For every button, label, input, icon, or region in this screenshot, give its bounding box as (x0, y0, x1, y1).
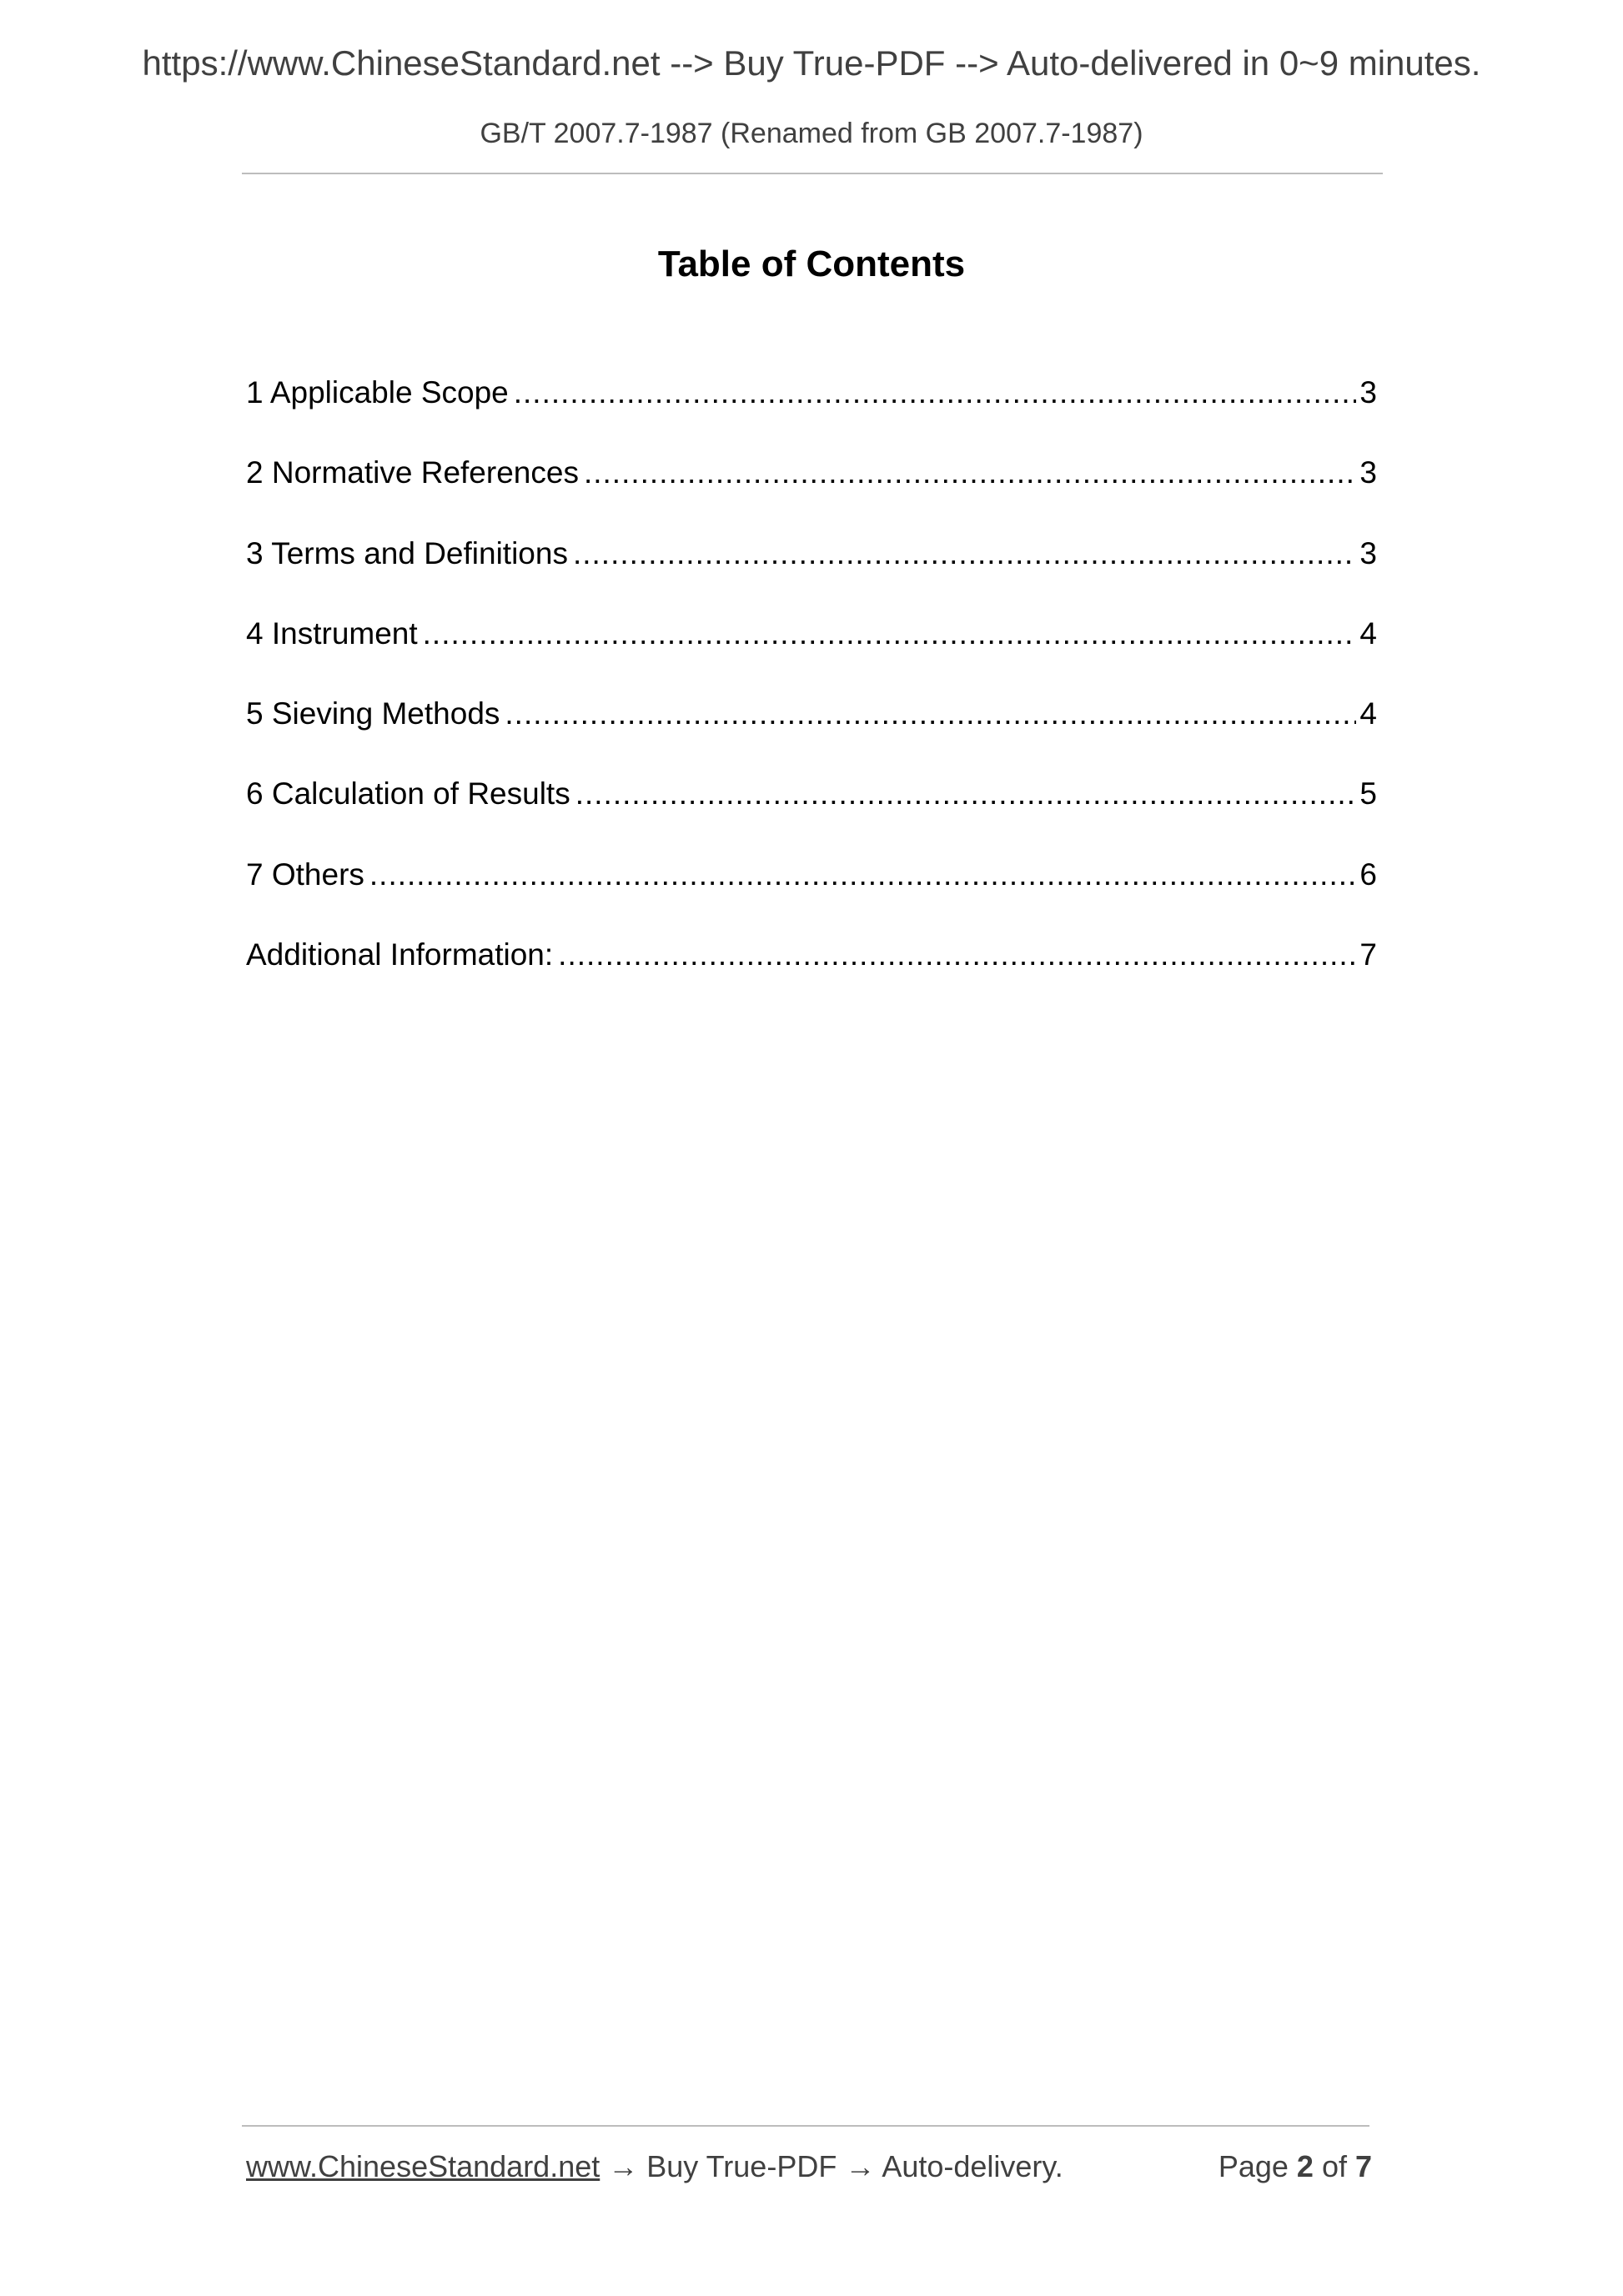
of-word: of (1321, 2149, 1347, 2183)
toc-dot-leader (573, 536, 1356, 571)
toc-entry-page: 3 (1359, 375, 1377, 409)
toc-entry-page: 4 (1359, 696, 1377, 731)
toc-entry-label: 3 Terms and Definitions (246, 535, 568, 570)
toc-entry[interactable] (246, 696, 1377, 776)
toc-entry-label: 4 Instrument (246, 615, 418, 651)
header-banner: https://www.ChineseStandard.net --> Buy True-PDF --> Auto-delivered in 0~9 minutes. (142, 43, 1481, 83)
table-of-contents (246, 375, 1377, 1017)
toc-dot-leader (575, 776, 1357, 811)
page-footer (246, 2149, 1372, 2188)
toc-entry-page: 3 (1359, 455, 1377, 490)
site-link[interactable]: www.ChineseStandard.net (246, 2149, 600, 2183)
toc-entry-page: 7 (1359, 937, 1377, 972)
toc-entry-label: 5 Sieving Methods (246, 696, 500, 731)
toc-entry[interactable] (246, 536, 1377, 616)
standard-id: GB/T 2007.7-1987 (Renamed from GB 2007.7-1987) (480, 118, 1143, 149)
footer-tagline: → Buy True-PDF → Auto-delivery. (600, 2149, 1063, 2183)
current-page-number: 2 (1296, 2149, 1314, 2183)
toc-entry[interactable] (246, 776, 1377, 857)
toc-entry-page: 4 (1359, 615, 1377, 651)
footer-left (246, 2149, 1063, 2184)
toc-entry[interactable] (246, 455, 1377, 535)
toc-dot-leader (505, 696, 1356, 731)
toc-entry-label: 6 Calculation of Results (246, 776, 570, 811)
footer-divider (242, 2125, 1369, 2127)
toc-entry[interactable] (246, 937, 1377, 1017)
toc-entry[interactable] (246, 375, 1377, 455)
page-indicator (1219, 2149, 1372, 2184)
toc-entry-label: 2 Normative References (246, 455, 579, 490)
toc-entry-label: 1 Applicable Scope (246, 375, 509, 409)
toc-entry[interactable] (246, 857, 1377, 937)
page-word: Page (1218, 2149, 1289, 2183)
toc-dot-leader (558, 937, 1356, 972)
header-divider (242, 173, 1383, 174)
toc-dot-leader (584, 455, 1356, 490)
toc-entry[interactable] (246, 616, 1377, 696)
toc-dot-leader (514, 375, 1357, 410)
toc-dot-leader (423, 616, 1357, 651)
toc-dot-leader (369, 857, 1357, 892)
toc-title: Table of Contents (657, 244, 966, 284)
toc-entry-page: 6 (1359, 857, 1377, 892)
toc-entry-page: 5 (1359, 776, 1377, 811)
total-page-count: 7 (1354, 2149, 1372, 2183)
toc-entry-label: Additional Information: (246, 937, 554, 972)
toc-entry-page: 3 (1359, 535, 1377, 570)
toc-entry-label: 7 Others (246, 857, 364, 892)
